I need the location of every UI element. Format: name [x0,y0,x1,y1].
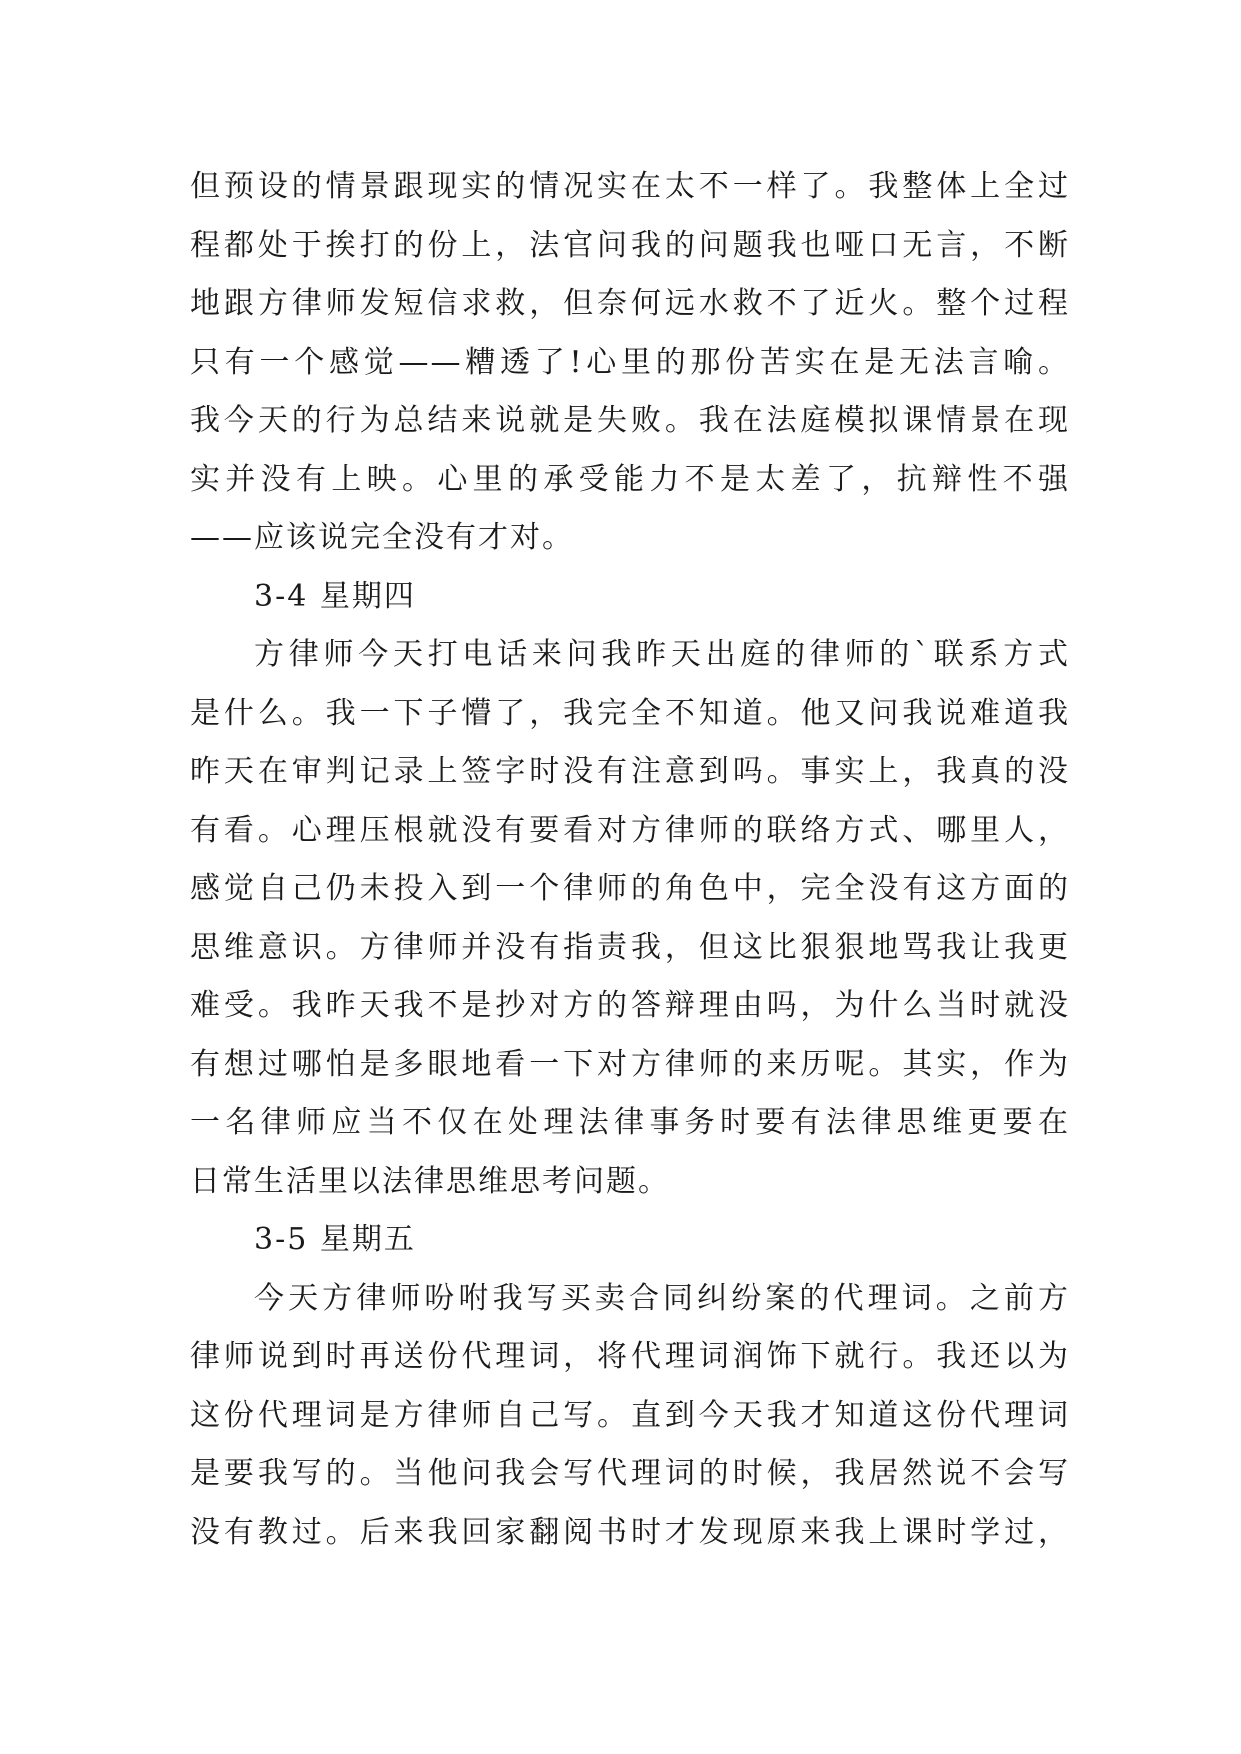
text-line: 我今天的行为总结来说就是失败。我在法庭模拟课情景在现 [190,403,1070,438]
text-line: 昨天在审判记录上签字时没有注意到吗。事实上，我真的没 [190,754,1070,789]
text-line: ——应该说完全没有才对。 [190,520,574,555]
paragraph-first-line: 今天方律师吩咐我写买卖合同纠纷案的代理词。之前方 [254,1280,1070,1316]
text-line: 是什么。我一下子懵了，我完全不知道。他又问我说难道我 [190,695,1070,731]
text-line: 有想过哪怕是多眼地看一下对方律师的来历呢。其实，作为 [190,1046,1070,1082]
text-line: 日常生活里以法律思维思考问题。 [190,1163,670,1199]
text-line: 难受。我昨天我不是抄对方的答辩理由吗，为什么当时就没 [190,988,1070,1023]
text-line: 没有教过。后来我回家翻阅书时才发现原来我上课时学过， [190,1514,1070,1550]
text-line: 是要我写的。当他问我会写代理词的时候，我居然说不会写 [190,1456,1070,1491]
document-body [190,158,1070,1562]
text-line: 这份代理词是方律师自己写。直到今天我才知道这份代理词 [190,1397,1070,1433]
text-line: 实并没有上映。心里的承受能力不是太差了，抗辩性不强 [190,461,1070,497]
text-line: 律师说到时再送份代理词，将代理词润饰下就行。我还以为 [190,1339,1070,1374]
text-line: 地跟方律师发短信求救，但奈何远水救不了近火。整个过程 [190,286,1070,321]
date-heading: 3-4 星期四 [254,578,416,614]
text-line: 程都处于挨打的份上，法官问我的问题我也哑口无言，不断 [190,227,1070,263]
text-line: 只有一个感觉——糟透了!心里的那份苦实在是无法言喻。 [190,344,1070,380]
text-line: 感觉自己仍未投入到一个律师的角色中，完全没有这方面的 [190,871,1070,906]
text-line: 思维意识。方律师并没有指责我，但这比狠狠地骂我让我更 [190,929,1070,965]
text-line: 但预设的情景跟现实的情况实在太不一样了。我整体上全过 [190,169,1070,204]
paragraph-first-line: 方律师今天打电话来问我昨天出庭的律师的`联系方式 [254,637,1070,672]
date-heading: 3-5 星期五 [254,1222,416,1257]
text-line: 有看。心理压根就没有要看对方律师的联络方式、哪里人， [190,812,1070,848]
text-line: 一名律师应当不仅在处理法律事务时要有法律思维更要在 [190,1105,1070,1140]
